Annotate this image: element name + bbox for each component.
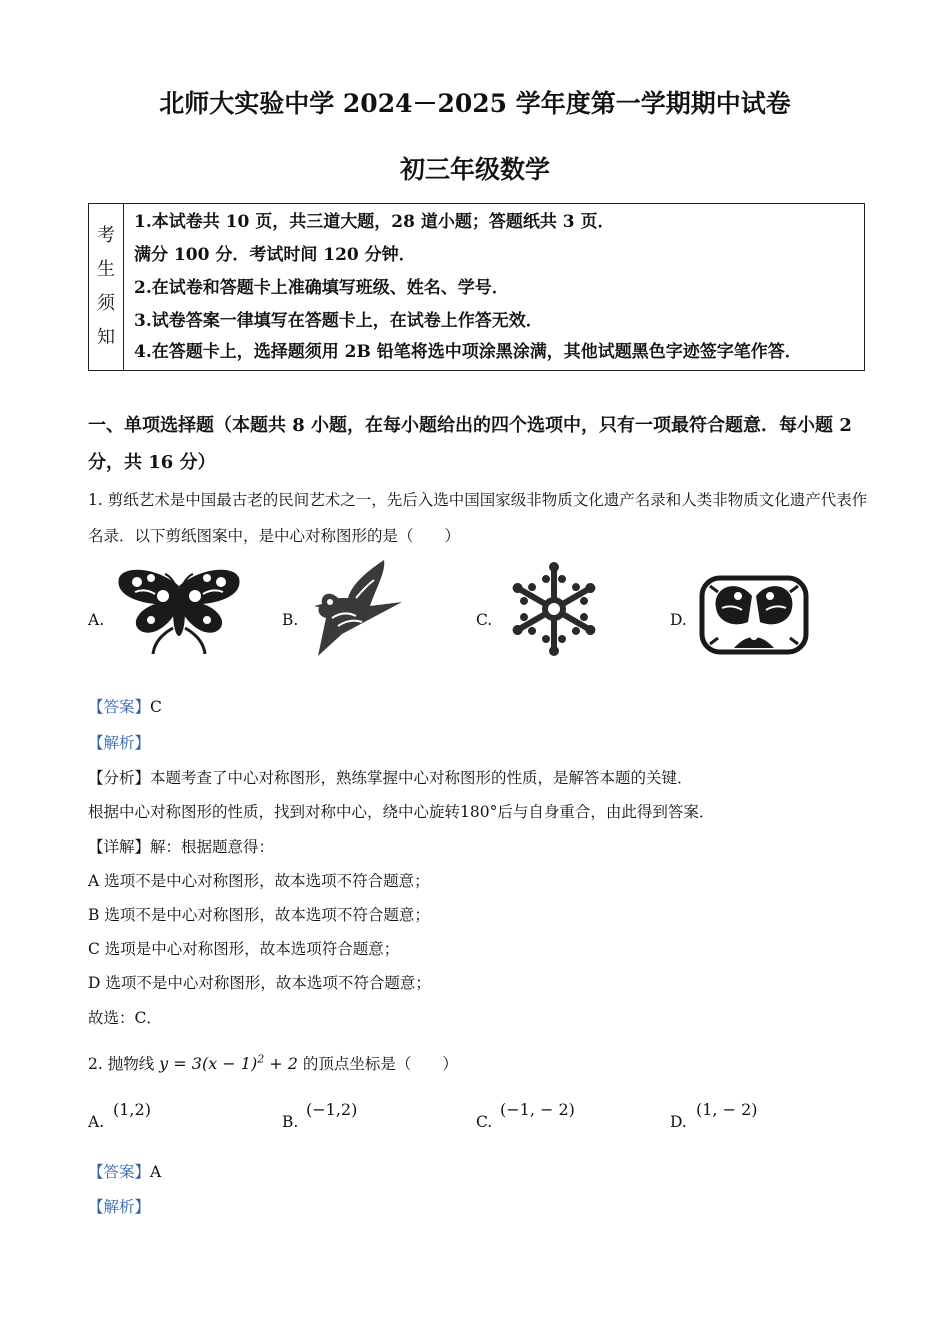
q1-detail-intro: 【详解】解：根据题意得： [88, 838, 275, 856]
q1-detail-a: A 选项不是中心对称图形，故本选项不符合题意； [88, 872, 430, 890]
q2-stem [88, 1052, 458, 1074]
notice-label [89, 204, 124, 371]
q1-fenxi2: 根据中心对称图形的性质，找到对称中心，绕中心旋转180°后与自身重合，由此得到答案． [88, 803, 715, 821]
snowflake-papercut-icon [500, 560, 608, 658]
q2-equation-exp: 2 [257, 1052, 265, 1066]
q1-option-d: D. [670, 611, 687, 629]
q2-option-c-value: (−1, − 2) [500, 1100, 575, 1119]
q2-option-c-label: C. [476, 1113, 493, 1131]
q2-stem-prefix: 2. 抛物线 [88, 1055, 155, 1073]
q2-stem-suffix: 的顶点坐标是（ ） [302, 1055, 458, 1073]
q2-option-b-label: B. [282, 1113, 299, 1131]
q1-detail-b: B 选项不是中心对称图形，故本选项不符合题意； [88, 906, 430, 924]
q1-fenxi: 【分析】本题考查了中心对称图形，熟练掌握中心对称图形的性质，是解答本题的关键． [88, 769, 693, 787]
q2-option-a-label: A. [88, 1113, 105, 1131]
exam-title: 北师大实验中学 2024－2025 学年度第一学期期中试卷 [159, 89, 791, 118]
q2-option-b-value: (−1,2) [306, 1100, 358, 1119]
section-heading: 一、单项选择题（本题共 8 小题，在每小题给出的四个选项中，只有一项最符合题意．每小题 2 分，共 16 分） [88, 415, 852, 473]
q2-equation-tail: + 2 [264, 1054, 298, 1073]
q2-option-d-label: D. [670, 1113, 687, 1131]
notice-line: 3.试卷答案一律填写在答题卡上，在试卷上作答无效． [134, 311, 543, 331]
q1-stem: 1. 剪纸艺术是中国最古老的民间艺术之一，先后入选中国国家级非物质文化遗产名录和人类非物质文化遗产代表作名录．以下剪纸图案中，是中心对称图形的是（ ） [88, 491, 868, 545]
q2-answer [88, 1160, 161, 1182]
notice-label-char: 知 [97, 327, 115, 348]
q1-option-a: A. [88, 611, 105, 629]
notice-label-char: 考 [97, 225, 115, 246]
q1-option-c: C. [476, 611, 493, 629]
notice-line: 1.本试卷共 10 页，共三道大题，28 道小题；答题纸共 3 页． [134, 212, 615, 232]
notice-line: 4.在答题卡上，选择题须用 2B 铅笔将选中项涂黑涂满，其他试题黑色字迹签字笔作答． [134, 342, 802, 362]
q1-detail-c: C 选项是中心对称图形，故本选项符合题意； [88, 940, 400, 958]
q1-answer-tag: 【答案】 [88, 698, 151, 716]
q2-equation [159, 1054, 298, 1073]
q2-analysis-tag: 【解析】 [88, 1198, 151, 1216]
swallow-papercut-icon [308, 558, 406, 658]
notice-label-char: 生 [97, 259, 115, 280]
q1-conclusion: 故选：C． [88, 1009, 162, 1027]
q2-option-d-value: (1, − 2) [696, 1100, 758, 1119]
notice-line: 满分 100 分．考试时间 120 分钟． [134, 245, 416, 265]
q2-answer-value: A [150, 1163, 162, 1181]
q2-equation-main: y = 3(x − 1) [159, 1054, 258, 1073]
notice-label-char: 须 [97, 293, 115, 314]
twin-fish-papercut-icon [698, 572, 810, 658]
notice-body [124, 204, 865, 371]
q1-detail-d: D 选项不是中心对称图形，故本选项不符合题意； [88, 974, 431, 992]
notice-table [88, 203, 865, 371]
exam-subtitle: 初三年级数学 [399, 155, 550, 184]
butterfly-papercut-icon [115, 566, 243, 656]
q1-answer [88, 695, 162, 717]
q1-analysis-tag: 【解析】 [88, 734, 151, 752]
q2-option-a-value: (1,2) [113, 1100, 151, 1119]
q2-answer-tag: 【答案】 [88, 1163, 151, 1181]
q1-option-b: B. [282, 611, 299, 629]
notice-line: 2.在试卷和答题卡上准确填写班级、姓名、学号． [134, 278, 509, 298]
q1-answer-value: C [150, 698, 162, 716]
